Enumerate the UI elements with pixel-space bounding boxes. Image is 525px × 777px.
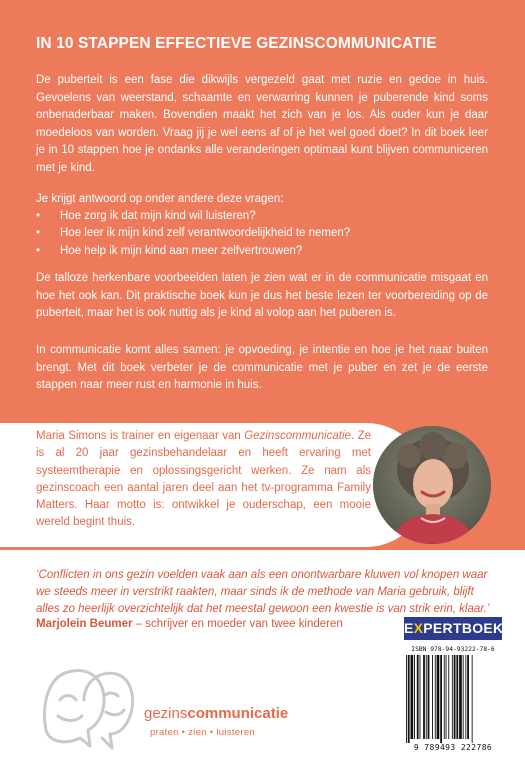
examples-paragraph: De talloze herkenbare voorbeelden laten je zien wat er in de communicatie misgaat en hoe het ook kan. Dit praktische boek kun je dus het beste lezen ter voorbereiding op de puberteit, maar het is ook nuttig als je kind al volop aan het puberen is. [36, 272, 488, 320]
list-item [36, 208, 488, 225]
closing-paragraph: In communicatie komt alles samen: je opvoeding, je intentie en hoe je het naar buiten brengt. Met dit boek verbeter je de communicatie met je puber en zet je de eerste stappen naar meer rust en harmonie in huis. [36, 344, 488, 392]
bio-company: Gezinscommunicatie [244, 430, 351, 442]
list-item [36, 225, 488, 242]
bio-text-rest: . Ze is al 20 jaar gezinsbehandelaar en heeft ervaring met systeemtherapie en oplossingsgericht werken. Ze nam als gezinscoach een aantal jaren deel aan het tv-programma Family Matters. Haar motto is: ontwikkel je ouderschap, een mooie wereld begint thuis. [36, 430, 371, 529]
barcode-number: 9 789493 222786 [413, 743, 493, 752]
intro-paragraph: De puberteit is een fase die dikwijls vergezeld gaat met ruzie en gedoe in huis. Gevoelens van weerstand, schaamte en verwarring kunnen je puberende kind soms onbenaderbaar maken. Bovendien maakt het zich van je los. Als ouder kun je daar moedeloos van worden. Vraag jij je wel eens af of je het wel goed doet? In dit boek leer je in 10 stappen hoe je ondanks alle veranderingen optimaal kunt blijven communiceren met je kind. [36, 74, 488, 174]
gezinscommunicatie-logo-icon [38, 660, 138, 754]
question-text: Hoe help ik mijn kind aan meer zelfvertrouwen? [60, 244, 303, 257]
list-item [36, 243, 488, 260]
testimonial-quote: ‘Conflicten in ons gezin voelden vaak aan als een onontwarbare kluwen vol knopen waar we steeds meer in verstrikt raakten, maar sinds ik de methode van Maria gebruik, blijft alles zo heerlijk overzichtelijk dat het meestal gewoon een kwestie is van strik erin, klaar.’ [36, 569, 490, 615]
logo-word-bold: communicatie [187, 705, 289, 722]
cover-title: IN 10 STAPPEN EFFECTIEVE GEZINSCOMMUNICATIE [36, 35, 437, 52]
questions-list [36, 208, 488, 260]
questions-intro: Je krijgt antwoord op onder andere deze vragen: [36, 193, 284, 205]
barcode-icon [404, 655, 502, 743]
attribution-role: – schrijver en moeder van twee kinderen [132, 618, 343, 630]
author-portrait-icon [373, 426, 491, 544]
bullet-icon: • [36, 244, 41, 257]
bio-text: Maria Simons is trainer en eigenaar van [36, 430, 245, 442]
bullet-icon: • [36, 227, 41, 240]
expertboek-logo [404, 617, 502, 640]
question-text: Hoe zorg ik dat mijn kind wil luisteren? [60, 210, 256, 222]
author-photo [373, 426, 491, 544]
logo-word-plain: gezins [144, 705, 188, 722]
author-bio [36, 428, 371, 532]
publisher-rest: PERTBOEK [423, 620, 504, 636]
logo-wordmark [144, 705, 288, 722]
publisher-x: X [413, 620, 424, 636]
logo-tagline: praten • zien • luisteren [150, 727, 255, 738]
isbn-label: ISBN 978-94-93222-78-6 [411, 646, 495, 653]
publisher-letter: E [404, 620, 414, 636]
bullet-icon: • [36, 210, 41, 222]
attribution-name: Marjolein Beumer [36, 618, 133, 630]
question-text: Hoe leer ik mijn kind zelf verantwoordelijkheid te nemen? [60, 227, 351, 240]
testimonial-attribution [36, 618, 343, 630]
